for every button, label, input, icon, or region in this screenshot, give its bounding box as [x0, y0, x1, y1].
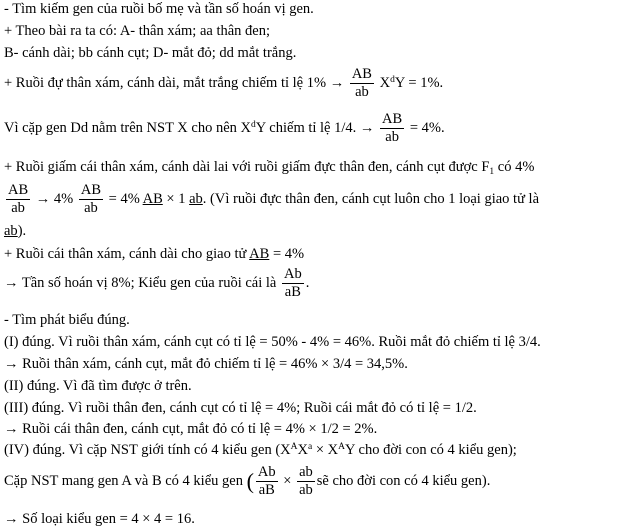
fraction-AB-ab: [350, 66, 374, 101]
gamete-AB: AB: [249, 246, 270, 262]
line-6-text: + Ruồi giấm cái thân xám, cánh dài lai với ruồi giấm đực thân đen, cánh cụt được F: [4, 159, 490, 175]
fraction-Ab-aB: [256, 464, 278, 499]
line-6-tail: có 4%: [494, 159, 535, 175]
f1-subscript: 1: [489, 167, 495, 177]
text-line-17: [4, 441, 517, 459]
denominator: ab: [385, 129, 399, 145]
gamete-AB: AB: [142, 190, 163, 207]
text-line-1: - Tìm kiếm gen của ruồi bố mẹ và tần số hoán vị gen.: [4, 1, 314, 17]
allele-superscript: A: [290, 442, 298, 452]
gamete-ab: ab: [4, 223, 18, 239]
numerator: AB: [80, 182, 102, 198]
text-line-9: [4, 245, 304, 263]
text-line-8: [4, 222, 26, 240]
fraction-ab-ab: [297, 464, 315, 499]
line-17-tail: Y cho đời con có 4 kiểu gen);: [344, 442, 517, 458]
line-4-result: Y = 1%.: [394, 74, 444, 91]
numerator: Ab: [257, 464, 276, 480]
fraction-AB-ab: [6, 182, 30, 217]
line-7-text: → 4%: [35, 190, 74, 207]
text-line-5: [4, 111, 445, 146]
line-10-text: → Tần số hoán vị 8%; Kiểu gen của ruồi cái là: [4, 274, 277, 291]
text-line-11: - Tìm phát biểu đúng.: [4, 312, 130, 328]
line-18-times: ×: [283, 472, 292, 489]
text-line-10: [4, 266, 309, 301]
text-line-15: (III) đúng. Vì ruồi thân đen, cánh cụt có tỉ lệ = 4%; Ruồi cái mắt đỏ có tỉ lệ = 1/2.: [4, 400, 477, 416]
text-line-18: [4, 464, 490, 499]
denominator: ab: [299, 482, 313, 498]
numerator: ab: [299, 464, 313, 480]
fraction-AB-ab-2: [79, 182, 103, 217]
text-line-3: B- cánh dài; bb cánh cụt; D- mắt đỏ; dd mắt trắng.: [4, 45, 297, 61]
numerator: AB: [382, 111, 403, 127]
allele-superscript: d: [250, 119, 256, 130]
allele-superscript: a: [307, 442, 313, 452]
text-line-13: → Ruồi thân xám, cánh cụt, mắt đỏ chiếm tỉ lệ = 46% × 3/4 = 34,5%.: [4, 356, 408, 372]
gamete-ab: ab: [189, 190, 203, 207]
text-line-19: → Số loại kiểu gen = 4 × 4 = 16.: [4, 511, 195, 527]
allele-superscript: d: [390, 74, 395, 85]
x-chromosome: X: [297, 442, 308, 458]
text-line-14: (II) đúng. Vì đã tìm được ở trên.: [4, 378, 192, 394]
text-line-12: (I) đúng. Vì ruồi thân xám, cánh cụt có tỉ lệ = 50% - 4% = 46%. Ruồi mắt đỏ chiếm tỉ lệ 3/4.: [4, 334, 541, 350]
denominator: aB: [284, 284, 301, 300]
line-7-times: × 1: [166, 190, 186, 207]
line-8-tail: ).: [17, 223, 27, 239]
line-5-text-b: Y chiếm tỉ lệ 1/4. →: [255, 119, 375, 136]
denominator: ab: [11, 200, 25, 216]
line-5-result: = 4%.: [409, 119, 445, 136]
x-chromosome: X: [379, 74, 391, 91]
fraction-Ab-aB: [282, 266, 304, 301]
denominator: aB: [258, 482, 275, 498]
denominator: ab: [355, 84, 369, 100]
line-4-text: + Ruồi đự thân xám, cánh dài, mắt trắng chiếm tỉ lệ 1% →: [4, 74, 345, 91]
line-7-note: . (Vì ruồi đực thân đen, cánh cụt luôn cho 1 loại giao tử là: [202, 190, 540, 207]
text-line-4: [4, 66, 443, 101]
text-line-6: [4, 158, 534, 176]
line-17-text: (IV) đúng. Vì cặp NST giới tính có 4 kiểu gen (X: [4, 442, 291, 458]
numerator: AB: [351, 66, 372, 82]
line-10-period: .: [305, 274, 310, 291]
numerator: AB: [8, 182, 29, 198]
line-9-eq: = 4%: [272, 246, 305, 262]
denominator: ab: [84, 200, 98, 216]
line-18-text: Cặp NST mang gen A và B có 4 kiểu gen: [4, 472, 243, 489]
text-line-2: + Theo bài ra ta có: A- thân xám; aa thân đen;: [4, 23, 270, 39]
fraction-AB-ab: [380, 111, 404, 146]
line-18-tail: sẽ cho đời con có 4 kiểu gen).: [316, 472, 491, 489]
allele-superscript: A: [338, 442, 345, 452]
line-9-text: + Ruồi cái thân xám, cánh dài cho giao tử: [4, 246, 247, 262]
numerator: Ab: [283, 266, 302, 282]
line-17-times: × X: [312, 442, 339, 458]
text-line-16: → Ruồi cái thân đen, cánh cụt, mắt đỏ có tỉ lệ = 4% × 1/2 = 2%.: [4, 421, 378, 437]
text-line-7: [4, 182, 539, 217]
line-5-text: Vì cặp gen Dd nằm trên NST X cho nên X: [4, 119, 251, 136]
line-7-eq: = 4%: [108, 190, 140, 207]
open-paren: (: [246, 468, 254, 494]
